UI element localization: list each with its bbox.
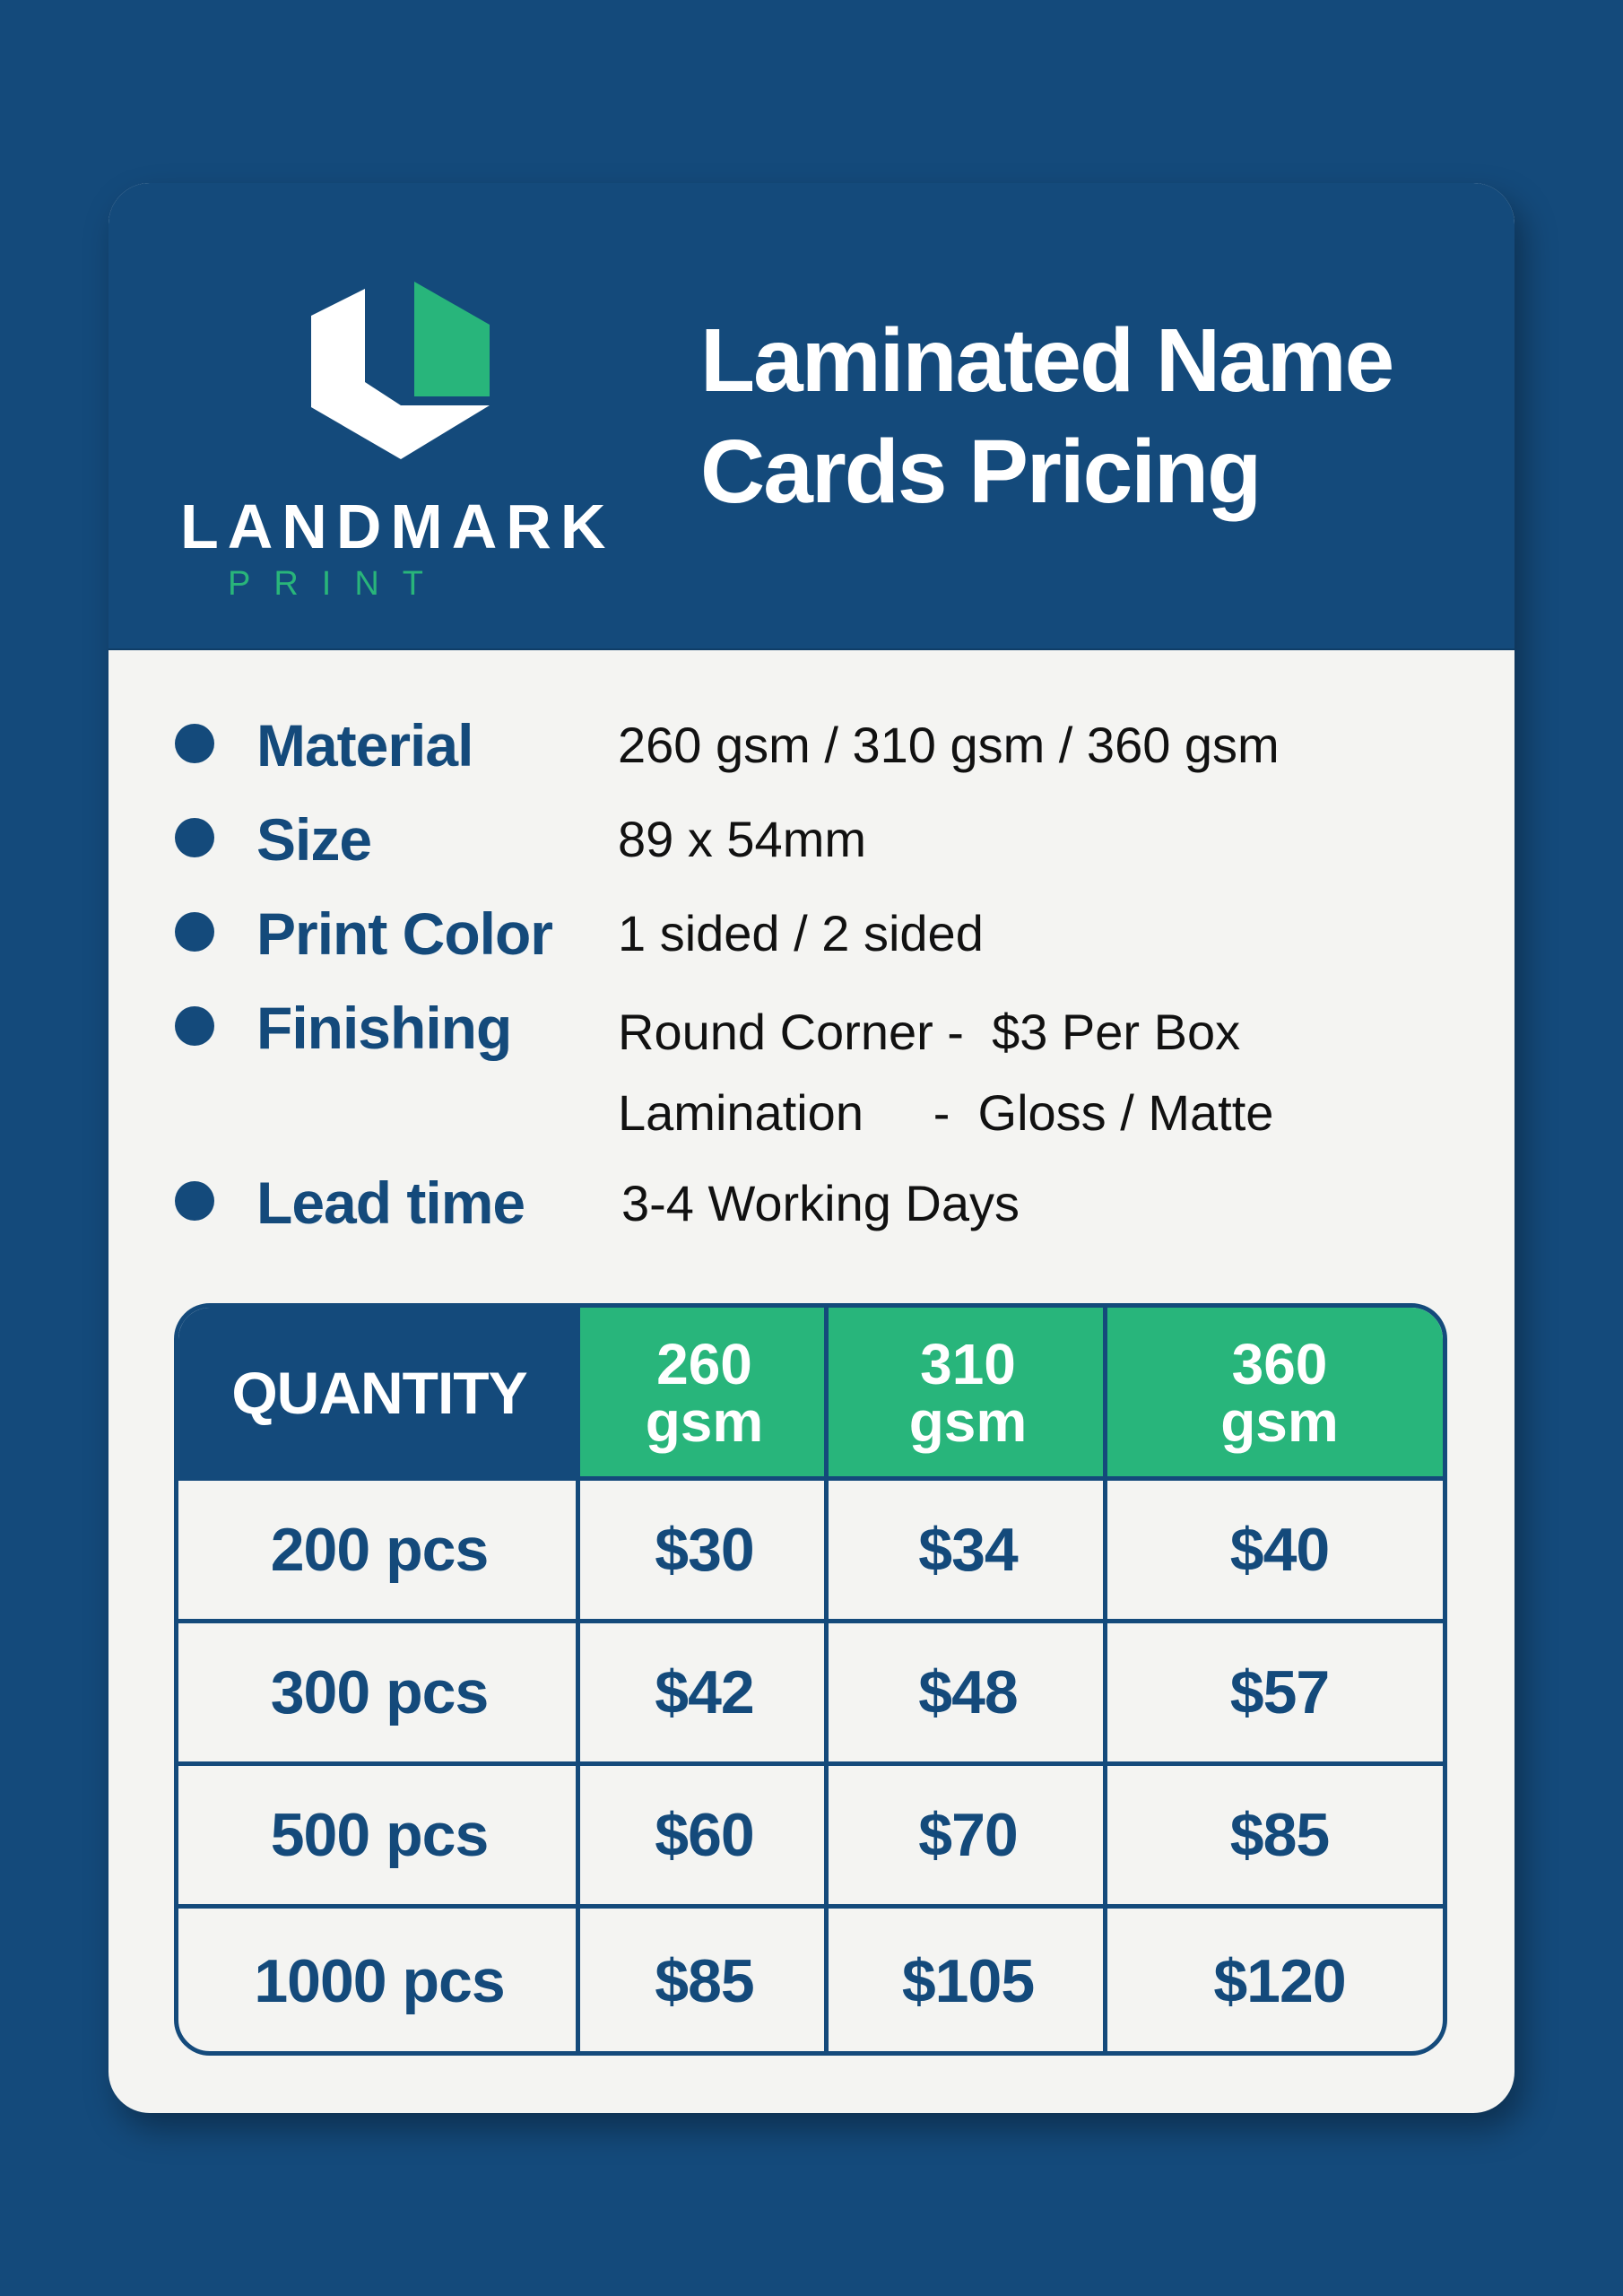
header-360-num: 360 [1231,1332,1328,1396]
spec-value-finishing-1: Round Corner - $3 Per Box [618,1004,1241,1060]
title-line-1: Laminated Name [700,310,1393,411]
table-divider [178,1619,1443,1623]
row-500-260: $60 [655,1800,754,1869]
header-310-unit: gsm [908,1389,1028,1454]
table-divider [824,1308,829,2051]
bullet-icon [175,1181,214,1221]
spec-value-finishing-2: Lamination - Gloss / Matte [618,1084,1274,1141]
brand-subtitle: PRINT [228,565,447,603]
row-1000-360: $120 [1213,1946,1346,2015]
bullet-icon [175,1006,214,1046]
spec-label-finishing: Finishing [256,995,512,1061]
bullet-icon [175,818,214,857]
header-260-num: 260 [656,1332,752,1396]
title-line-2: Cards Pricing [700,422,1261,522]
row-200-310: $34 [918,1515,1018,1584]
price-table [174,1303,1447,2056]
table-divider [178,1476,1443,1481]
spec-label-size: Size [256,806,372,873]
page-title [700,305,1489,527]
row-1000-310: $105 [901,1946,1035,2015]
brand-name: LANDMARK [180,491,615,561]
row-300-310: $48 [918,1657,1018,1726]
card-header [108,183,1515,650]
spec-value-print-color: 1 sided / 2 sided [618,905,984,961]
row-200-360: $40 [1229,1515,1330,1584]
row-500-qty: 500 pcs [270,1800,489,1869]
bullet-icon [175,724,214,763]
header-quantity: QUANTITY [178,1308,580,1478]
spec-label-lead-time: Lead time [256,1170,525,1236]
row-200-260: $30 [655,1515,754,1584]
bullet-icon [175,912,214,952]
table-divider [1103,1308,1107,2051]
header-360-unit: gsm [1220,1389,1339,1454]
header-310-gsm [829,1308,1107,1478]
row-1000-260: $85 [655,1946,754,2015]
row-300-360: $57 [1229,1657,1330,1726]
table-divider [178,1761,1443,1766]
row-1000-qty: 1000 pcs [254,1946,505,2015]
header-310-num: 310 [920,1332,1016,1396]
spec-label-material: Material [256,712,473,778]
table-divider [178,1904,1443,1909]
spec-value-size: 89 x 54mm [618,811,866,867]
header-260-unit: gsm [645,1389,764,1454]
landmark-logo-icon [311,273,499,488]
spec-value-material: 260 gsm / 310 gsm / 360 gsm [618,717,1280,773]
row-300-260: $42 [655,1657,754,1726]
row-300-qty: 300 pcs [270,1657,489,1726]
row-500-360: $85 [1229,1800,1330,1869]
pricing-card [108,183,1515,2113]
header-360-gsm [1107,1308,1447,1478]
row-200-qty: 200 pcs [270,1515,489,1584]
spec-label-print-color: Print Color [256,900,552,967]
table-divider [576,1308,580,2051]
spec-value-lead-time: 3-4 Working Days [621,1175,1020,1231]
row-500-310: $70 [918,1800,1018,1869]
header-260-gsm [580,1308,829,1478]
